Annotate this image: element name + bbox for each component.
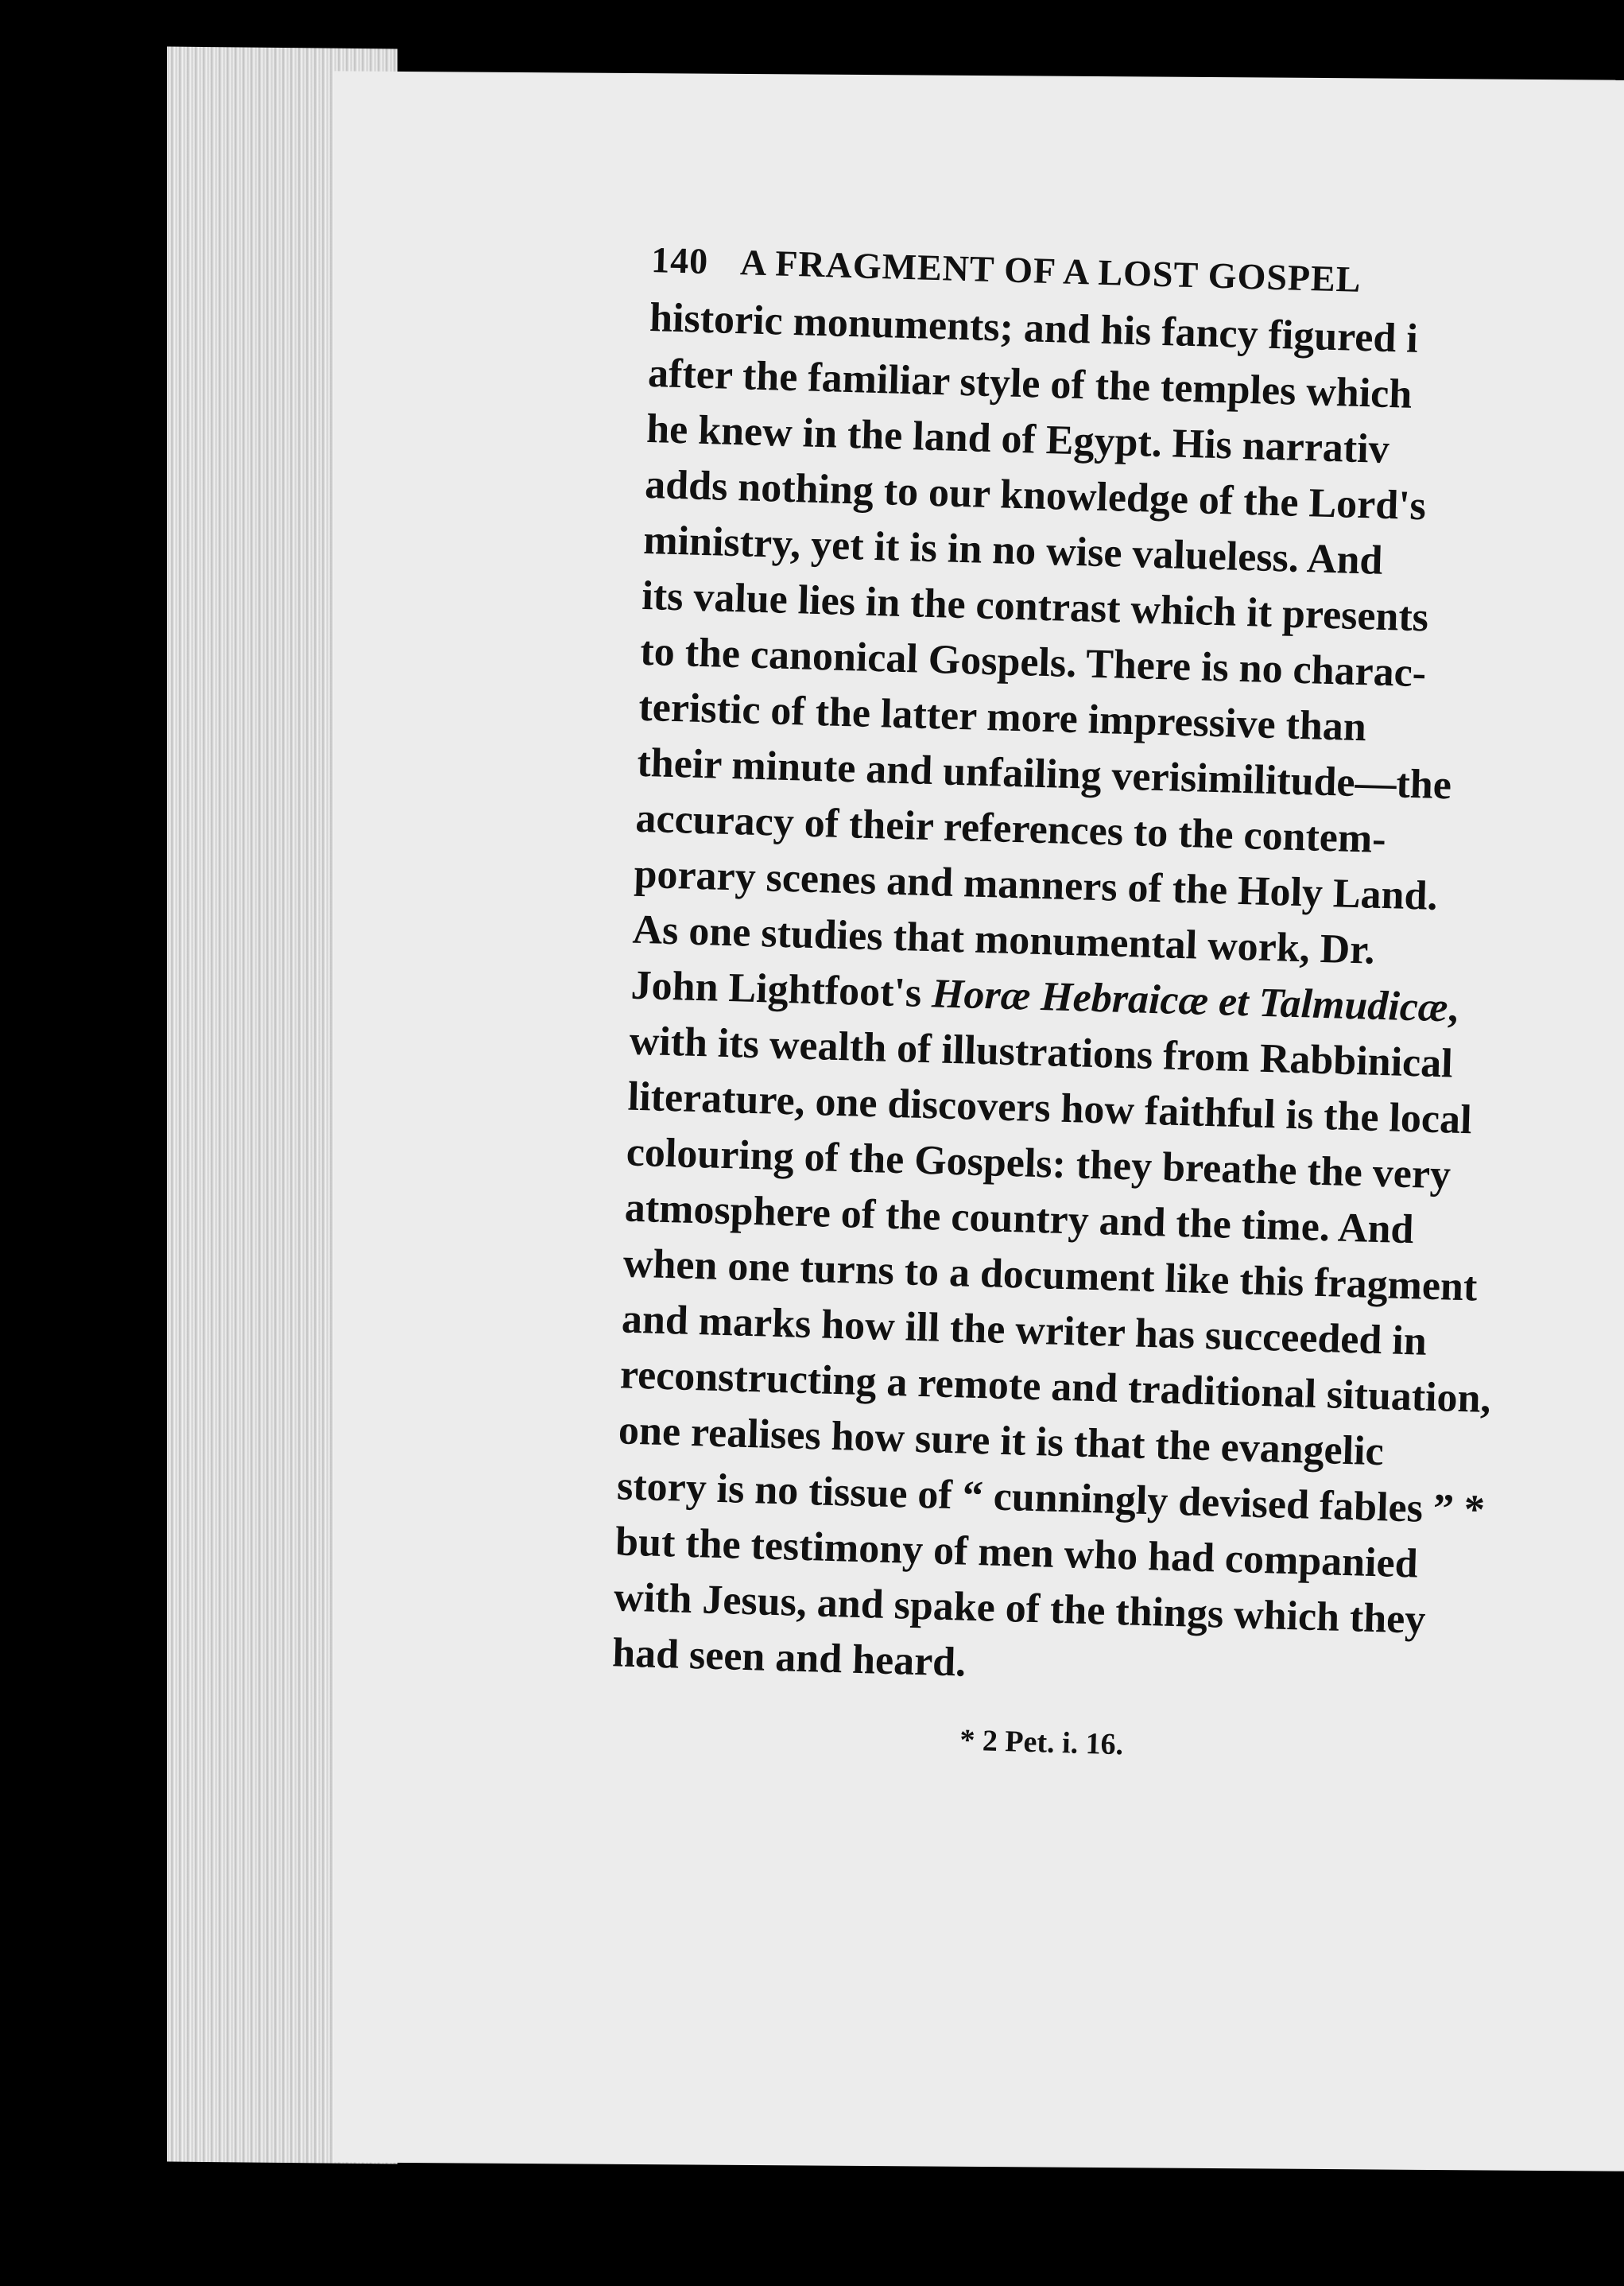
body-text [611,290,1622,1708]
text-line: one realises how sure it is that the evangelic [618,1407,1385,1475]
text-line: their minute and unfailing verisimilitude—the [636,739,1452,809]
text-line: its value lies in the contrast which it presents [641,572,1429,641]
page-number: 140 [650,239,709,281]
text-line: historic monuments; and his fancy figured i [649,294,1419,362]
text-line: adds nothing to our knowledge of the Lord's [644,461,1427,530]
text-line: accuracy of their references to the contem- [634,795,1387,863]
text-line: with Jesus, and spake of the things which they [613,1574,1427,1643]
text-line: story is no tissue of “ cunningly devised fables ” * [616,1463,1486,1533]
text-line: with its wealth of illustrations from Rabbinical [629,1018,1454,1087]
running-title: A FRAGMENT OF A LOST GOSPEL [739,242,1362,300]
text-line: reconstructing a remote and traditional situation, [619,1352,1492,1422]
text-run: John Lightfoot's [630,962,932,1017]
text-line: ministry, yet it is in no wise valueless. And [642,517,1384,584]
text-line: teristic of the latter more impressive than [638,684,1367,751]
text-run: , [1447,985,1459,1031]
text-line: but the testimony of men who had companied [614,1519,1419,1587]
italic-book-title: Horæ Hebraicæ et Talmudicæ [931,971,1449,1031]
text-line: when one turns to a document like this fragment [622,1240,1479,1310]
footnote: * 2 Pet. i. 16. [959,1723,1124,1762]
text-line: literature, one discovers how faithful is the local [627,1073,1473,1143]
text-line: to the canonical Gospels. There is no charac- [639,628,1427,697]
text-line: As one studies that monumental work, Dr. [631,906,1376,973]
text-line: porary scenes and manners of the Holy Land. [633,851,1439,919]
text-line: after the familiar style of the temples which [647,350,1413,417]
text-line: he knew in the land of Egypt. His narrativ [645,406,1390,472]
text-line: colouring of the Gospels: they breathe the very [626,1129,1452,1198]
page-content [610,239,1624,1775]
text-line: and marks how ill the writer has succeeded in [621,1296,1428,1364]
text-line: atmosphere of the country and the time. And [624,1185,1415,1253]
text-line: had seen and heard. [611,1630,967,1686]
